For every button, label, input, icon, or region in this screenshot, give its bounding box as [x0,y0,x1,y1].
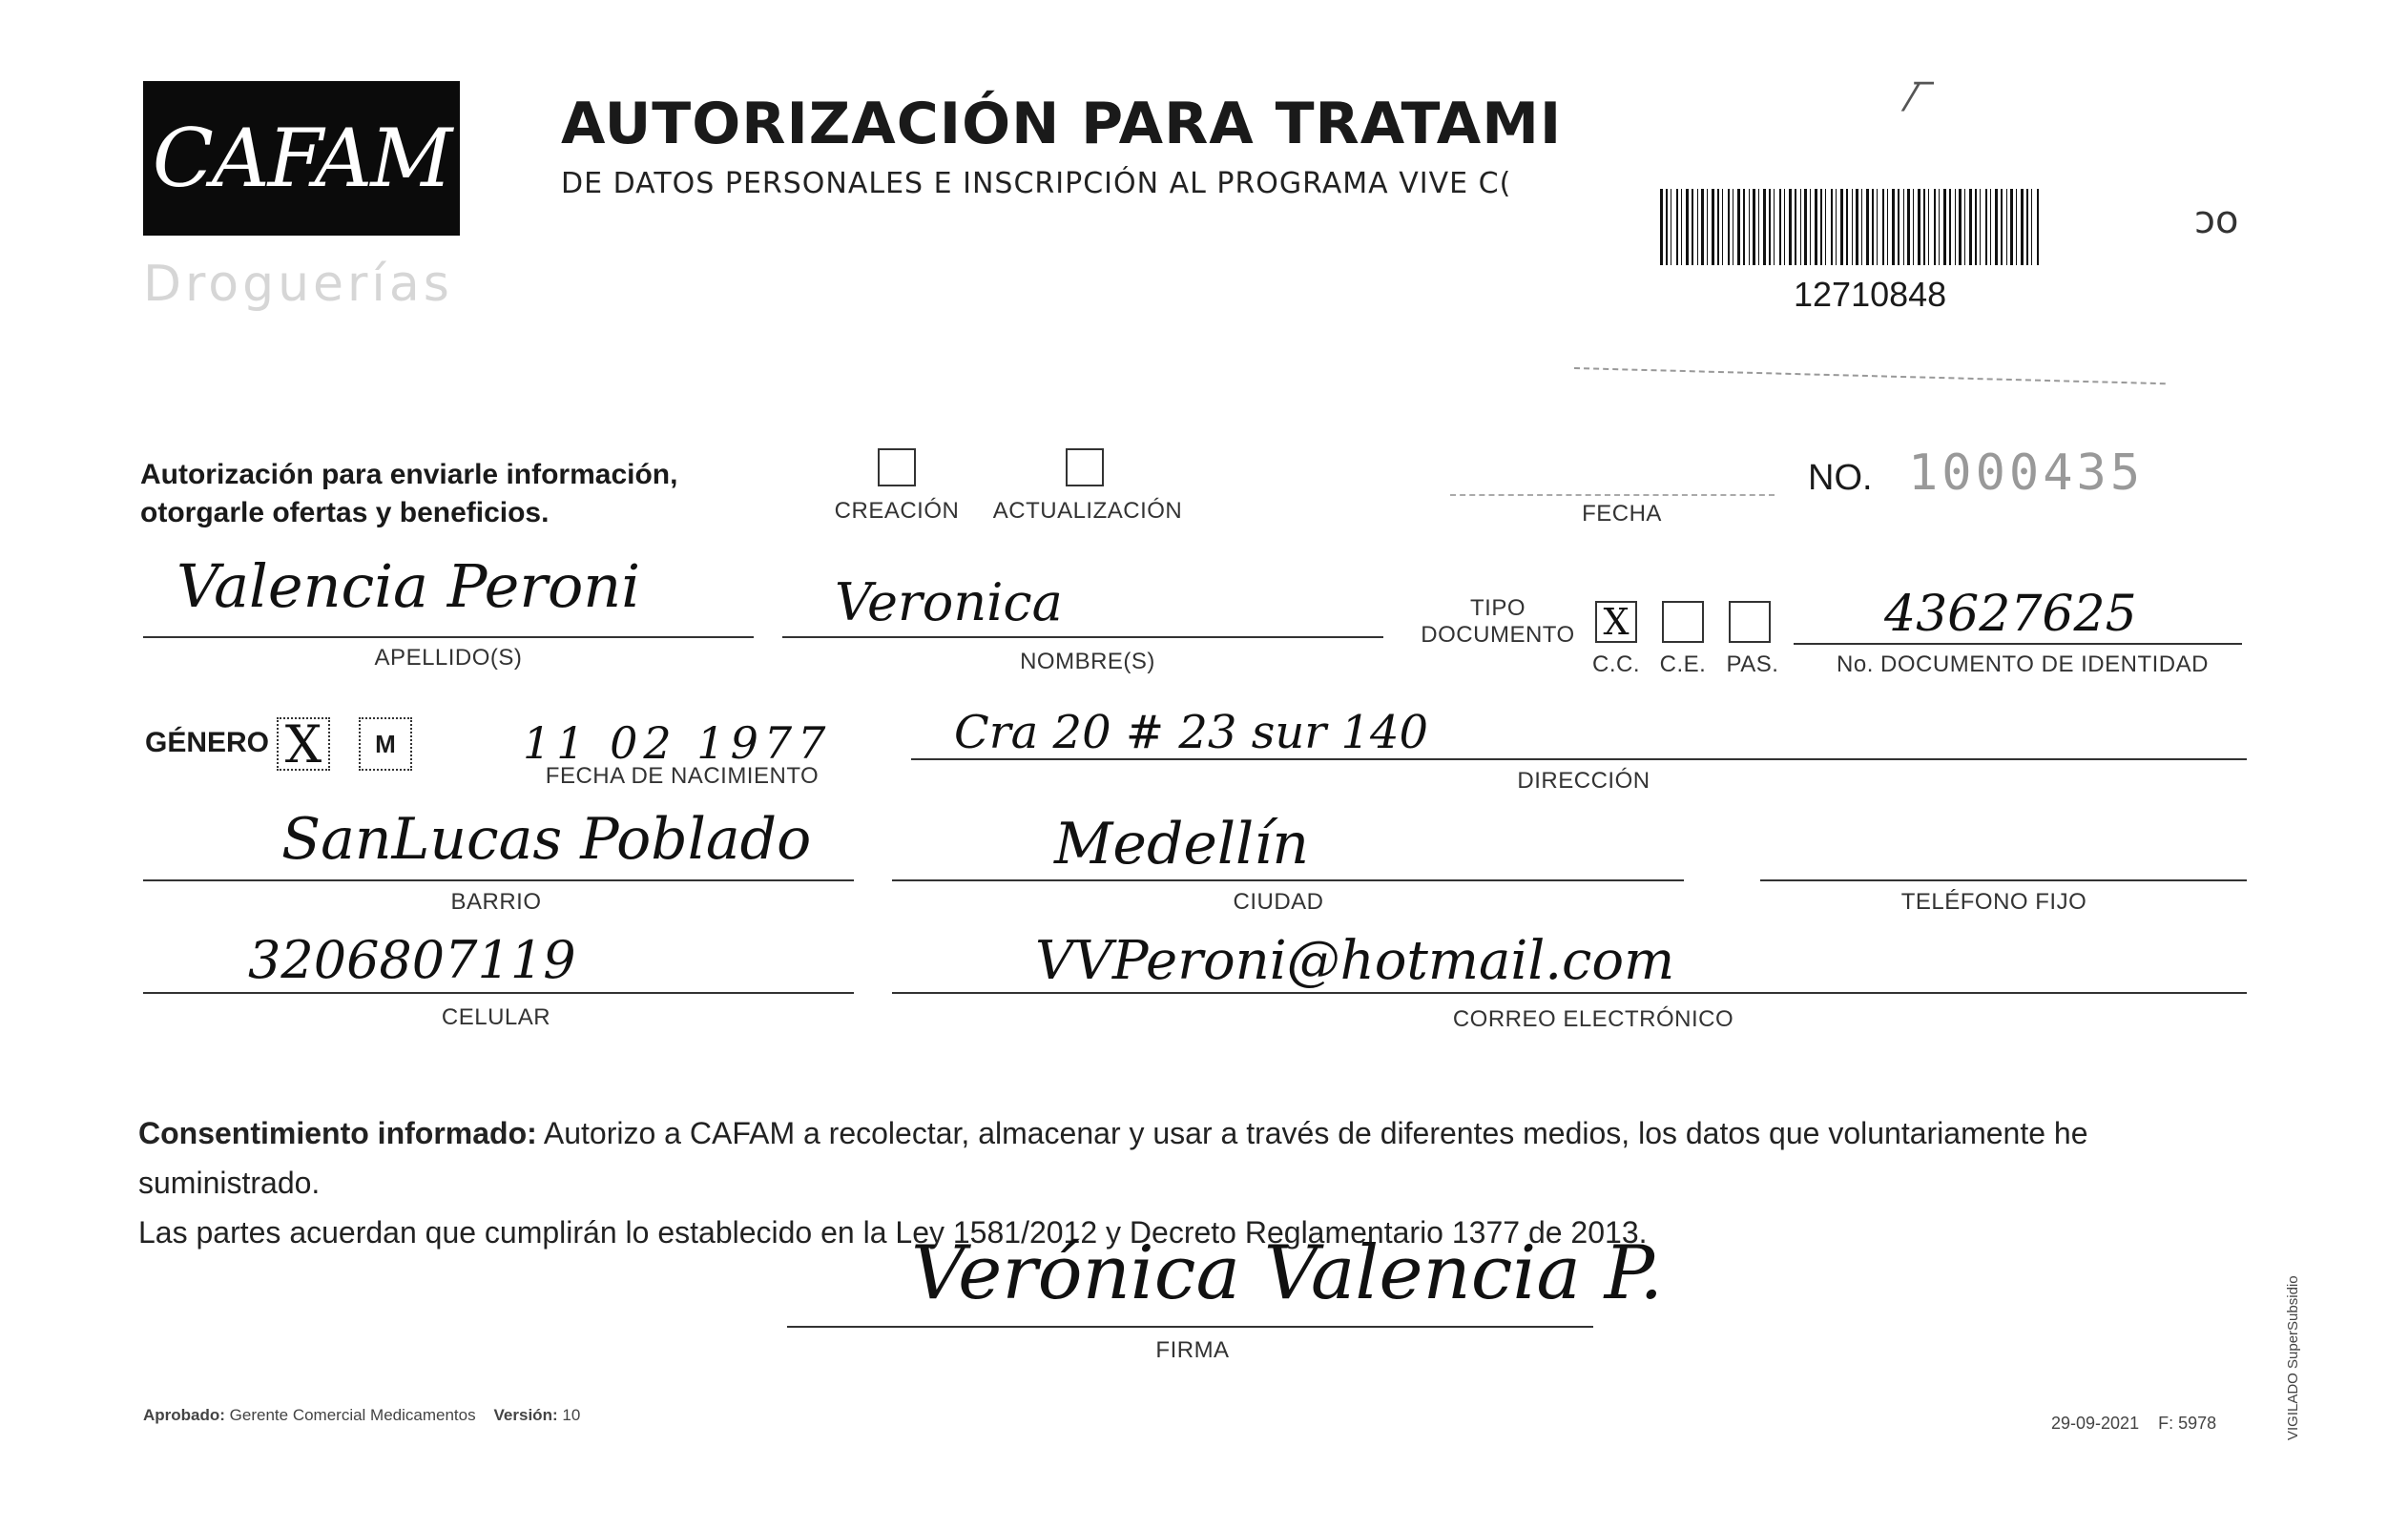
barcode-bar [1892,189,1895,265]
barcode-bar [1995,189,1998,265]
genero-m-checkbox[interactable] [359,717,412,771]
barcode-bar [2037,189,2039,265]
barcode-bar [1743,189,1745,265]
barcode-bar [2016,189,2017,265]
barcode-bar [1795,189,1796,265]
signature-line [787,1326,1593,1328]
barcode-bar [1866,189,1869,265]
genero-label: GÉNERO [145,727,270,758]
barcode-bar [1980,189,1981,265]
direccion-value: Cra 20 # 23 sur 140 [954,706,1429,759]
barcode-bar [1923,189,1925,265]
genero-f-mark: X [284,713,322,775]
barcode-bar [2021,189,2024,265]
number-label: NO. [1808,458,1873,498]
barcode-bar [1701,189,1704,265]
barcode-bar [1975,189,1977,265]
barcode-bar [1898,189,1899,265]
pas-checkbox[interactable] [1729,601,1771,643]
ciudad-value: Medellín [1054,811,1310,878]
cc-label: C.C. [1592,651,1640,677]
barcode-bar [1990,189,1991,265]
documento-value: 43627625 [1884,586,2137,643]
barcode-bar [1934,189,1936,265]
apellidos-line [143,636,754,638]
authorization-line-1: Autorización para enviarle información, [140,459,678,490]
cc-checkbox[interactable] [1595,601,1637,643]
cc-mark: X [1603,601,1630,643]
barcode-bar [1728,189,1730,265]
fecha-nacimiento-value: 11 02 1977 [523,717,832,769]
nombres-label: NOMBRE(S) [1020,649,1155,674]
barcode-bar [1815,189,1817,265]
fecha-line [1450,494,1775,496]
barcode-bar [1903,189,1904,265]
consent-text-1: Autorizo a CAFAM a recolectar, almacenar y usar a través de diferentes medios, los datos que voluntariamente he suministrado. [138,1116,2088,1200]
tipo-documento-label-2: DOCUMENTO [1421,622,1575,648]
barcode-bar [1959,189,1962,265]
barcode-bar [2001,189,2003,265]
barcode-bar [1758,189,1759,265]
barrio-label: BARRIO [450,889,542,915]
barcode-bar [1753,189,1755,265]
barcode-bar [2031,189,2032,265]
barcode-bar [1804,189,1807,265]
barcode-bar [1943,189,1946,265]
barcode-bar [1852,189,1853,265]
tipo-documento-label-1: TIPO [1469,595,1526,621]
barcode-bar [1846,189,1848,265]
barcode-bar [1686,189,1689,265]
barcode-bar [1660,189,1663,265]
barcode-bar [1825,189,1826,265]
barcode-bar [1769,189,1771,265]
correo-line [892,992,2247,994]
barcode-bar [1949,189,1951,265]
barcode-bar [1907,189,1910,265]
approved-label: Aprobado: [143,1406,225,1424]
authorization-text [140,456,677,532]
barcode [1660,189,2042,265]
barcode-bar [1820,189,1822,265]
barcode-bar [1939,189,1940,265]
footer-approval [143,1406,580,1425]
signature: Verónica Valencia P. [911,1230,1664,1316]
barcode-bar [1877,189,1878,265]
supervision-text: VIGILADO SuperSubsidio [2285,1275,2301,1440]
barcode-bar [1779,189,1781,265]
barcode-bar [1856,189,1858,265]
version-label: Versión: [493,1406,558,1424]
actualizacion-checkbox[interactable] [1066,448,1104,486]
barcode-bar [1913,189,1914,265]
barcode-bar [2010,189,2013,265]
barcode-bar [1969,189,1972,265]
logo-subtitle: Droguerías [143,256,453,313]
barcode-bar [1774,189,1775,265]
ciudad-line [892,879,1684,881]
barrio-line [143,879,854,881]
barcode-bar [1800,189,1801,265]
barcode-bar [1964,189,1965,265]
barcode-bar [2026,189,2028,265]
page-title: AUTORIZACIÓN PARA TRATAMI [561,91,1563,157]
ce-checkbox[interactable] [1662,601,1704,643]
apellidos-label: APELLIDO(S) [374,645,523,671]
barcode-bar [2006,189,2007,265]
barcode-bar [1784,189,1785,265]
telefono-line [1760,879,2247,881]
corner-mark: ɔo [2194,198,2239,242]
barcode-bar [1887,189,1888,265]
correo-value: VVPeroni@hotmail.com [1035,930,1675,992]
barcode-bar [1763,189,1766,265]
barcode-bar [1666,189,1668,265]
celular-line [143,992,854,994]
barcode-bar [1928,189,1929,265]
barcode-bar [1985,189,1987,265]
pas-label: PAS. [1726,651,1779,677]
barcode-bar [1840,189,1843,265]
direccion-label: DIRECCIÓN [1517,768,1650,794]
footer-date: 29-09-2021 [2051,1414,2140,1433]
telefono-label: TELÉFONO FIJO [1900,889,2087,915]
creacion-label: CREACIÓN [834,498,960,524]
nombres-line [782,636,1383,638]
correo-label: CORREO ELECTRÓNICO [1452,1006,1734,1032]
cafam-logo [143,81,460,236]
barcode-bar [1918,189,1920,265]
barcode-bar [1692,189,1693,265]
documento-label: No. DOCUMENTO DE IDENTIDAD [1837,651,2209,677]
genero-m-label: M [375,729,396,758]
fecha-label: FECHA [1582,501,1662,527]
form-number: 1000435 [1908,444,2145,502]
signature-label: FIRMA [1155,1337,1230,1363]
barcode-bar [1861,189,1862,265]
barcode-bar [1955,189,1956,265]
barcode-bar [1681,189,1682,265]
nombres-value: Veronica [835,572,1063,632]
page-subtitle: DE DATOS PERSONALES E INSCRIPCIÓN AL PROGRAMA VIVE C( [561,167,1512,200]
ciudad-label: CIUDAD [1233,889,1324,915]
consent-bold: Consentimiento informado: [138,1116,537,1150]
barcode-bar [1707,189,1708,265]
barcode-bar [1789,189,1792,265]
logo-text: CAFAM [152,112,451,205]
barcode-bar [1722,189,1723,265]
barcode-number: 12710848 [1794,275,1947,314]
direccion-line [911,758,2247,760]
barrio-value: SanLucas Poblado [281,806,812,873]
celular-label: CELULAR [441,1004,551,1030]
creacion-checkbox[interactable] [878,448,916,486]
apellidos-value: Valencia Peroni [176,551,641,621]
dashed-divider [1574,367,2166,384]
fecha-nacimiento-label: FECHA DE NACIMIENTO [545,763,820,789]
barcode-bar [1717,189,1719,265]
barcode-bar [1749,189,1750,265]
barcode-bar [1676,189,1678,265]
pen-mark: ⁄‾ [1908,76,1934,120]
barcode-bar [1737,189,1740,265]
barcode-bar [1712,189,1714,265]
authorization-line-2: otorgarle ofertas y beneficios. [140,497,550,528]
version-value: 10 [562,1406,581,1424]
barcode-bar [1831,189,1833,265]
consent-text-2: Las partes acuerdan que cumplirán lo establecido en la Ley 1581/2012 y Decreto Reglamentario 1377 de 2013. [138,1215,1648,1250]
barcode-bar [1872,189,1874,265]
barcode-bar [1810,189,1811,265]
barcode-bar [1836,189,1837,265]
footer-code: F: 5978 [2158,1414,2217,1433]
actualizacion-label: ACTUALIZACIÓN [992,498,1183,524]
footer-date-code [2051,1414,2216,1434]
celular-value: 3206807119 [248,930,576,990]
barcode-bar [1697,189,1698,265]
ce-label: C.E. [1659,651,1707,677]
supervision-mark [2285,1230,2314,1440]
approved-value: Gerente Comercial Medicamentos [229,1406,476,1424]
genero-f-checkbox[interactable] [277,713,330,775]
barcode-bar [1882,189,1884,265]
documento-line [1794,643,2242,645]
